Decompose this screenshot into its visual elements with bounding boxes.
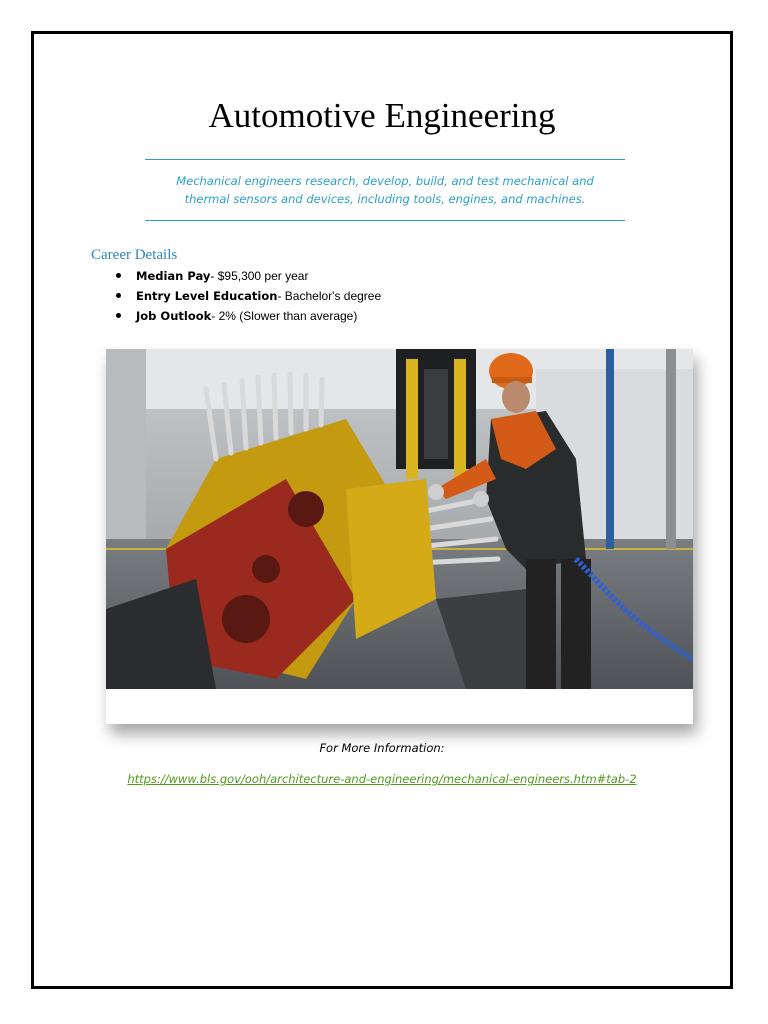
career-details-list [114,266,381,326]
education-value: - Bachelor's degree [277,289,382,303]
median-pay-value: - $95,300 per year [210,269,309,283]
median-pay-label: Median Pay [136,269,211,283]
job-outlook-value: - 2% (Slower than average) [211,309,358,323]
list-item [114,306,381,326]
description-text: Mechanical engineers research, develop, build, and test mechanical and thermal sensors and devices, including tools, engines, and machines. [176,174,594,206]
job-outlook-label: Job Outlook [136,309,212,323]
document-page [31,31,733,989]
list-item [114,286,381,306]
engine-photo [106,349,693,689]
engine-assembly-illustration [106,349,693,689]
engine-photo-frame [106,349,693,724]
education-label: Entry Level Education [136,289,278,303]
more-info-label: For More Information: [319,741,445,755]
page-title: Automotive Engineering [208,96,556,135]
description-quote [145,159,625,221]
career-details-heading: Career Details [91,247,178,263]
list-item [114,266,381,286]
bls-link[interactable]: https://www.bls.gov/ooh/architecture-and-engineering/mechanical-engineers.htm#tab-2 [127,772,637,786]
